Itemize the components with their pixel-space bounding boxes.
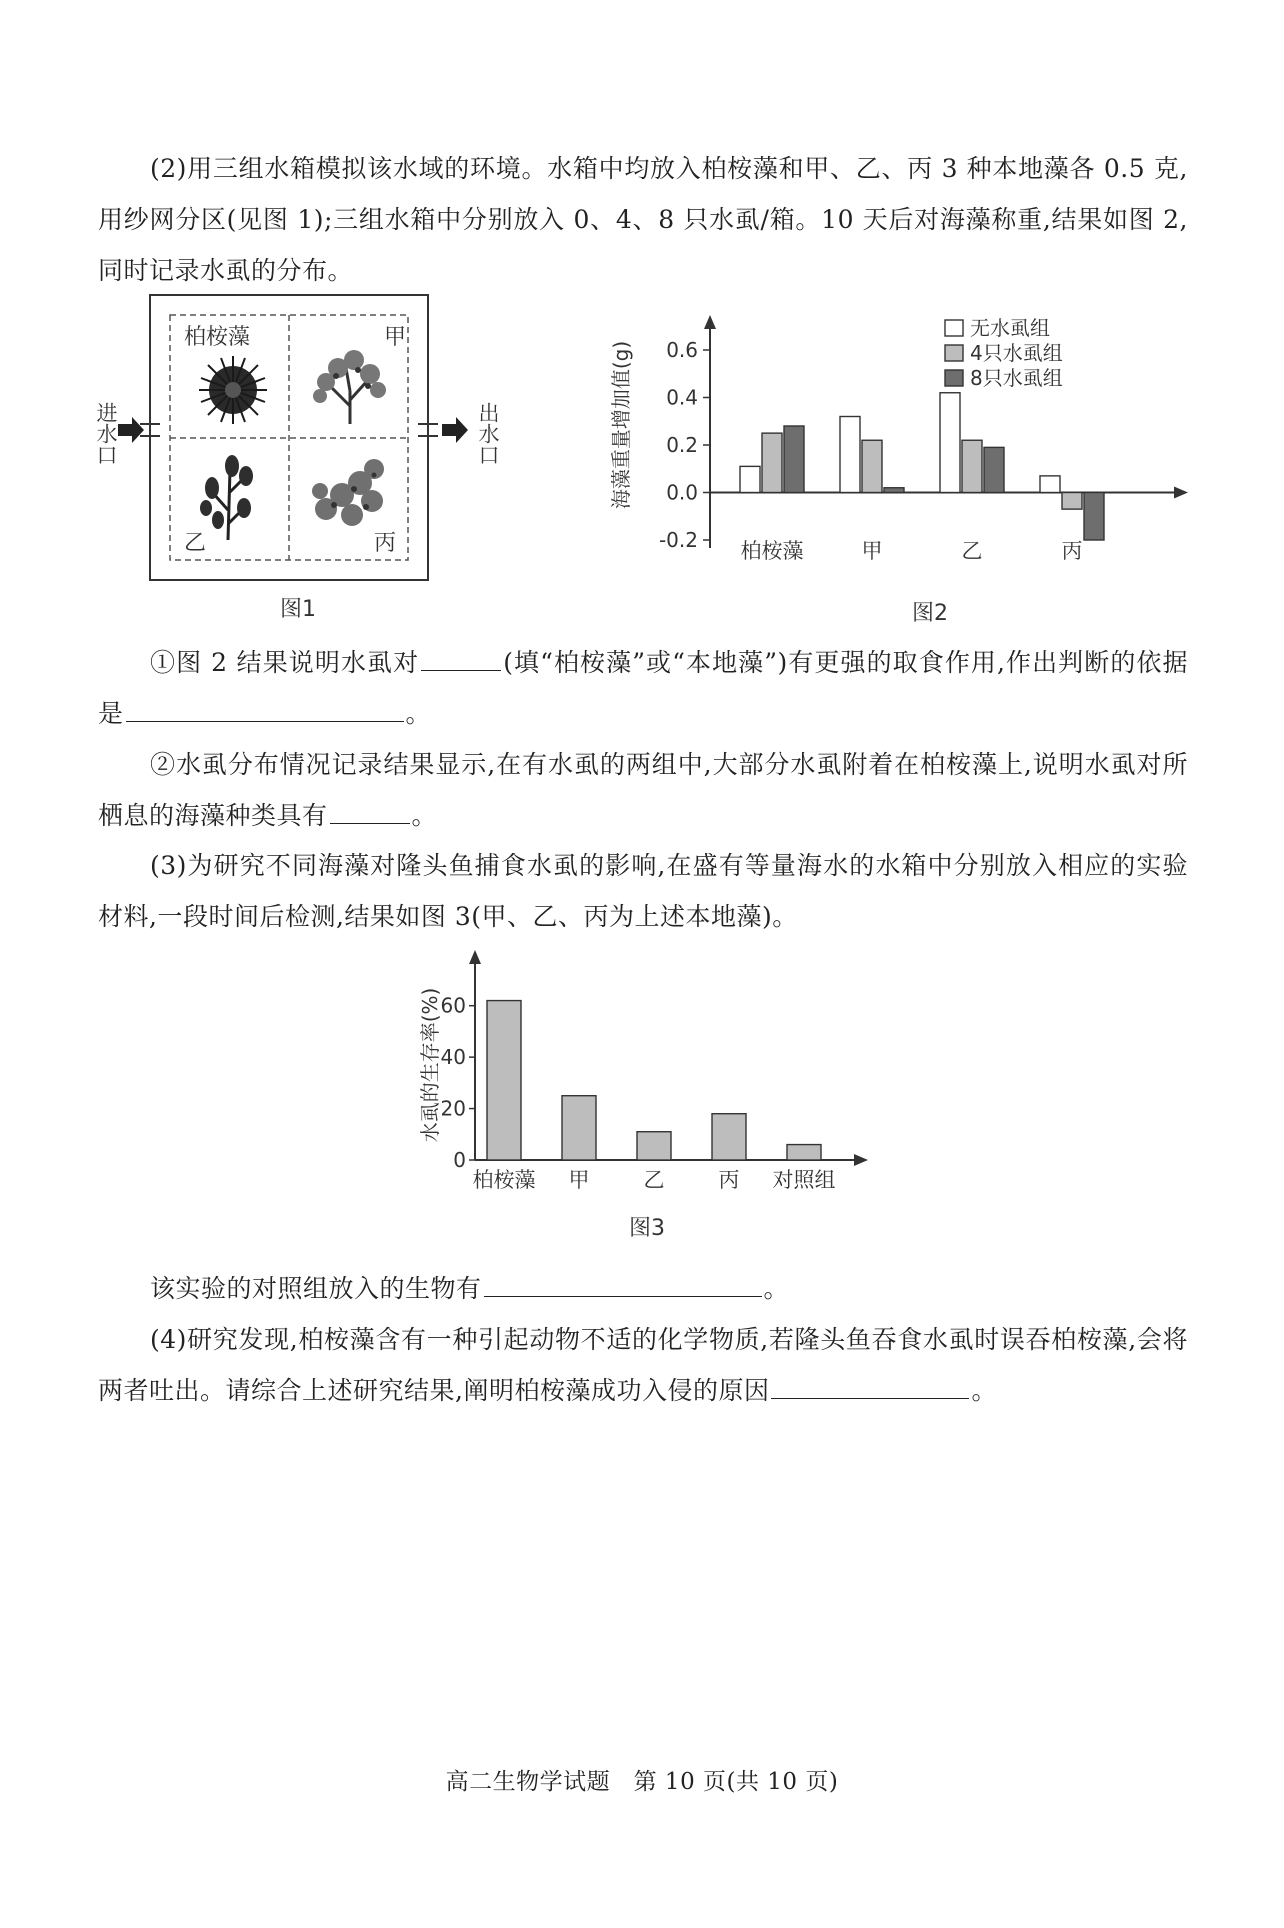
fig2-legend-label: 4只水虱组	[970, 341, 1063, 365]
fig2-legend-swatch	[945, 370, 963, 386]
fig2-bar	[884, 488, 904, 493]
figure-3-chart	[415, 945, 875, 1245]
q3-control	[98, 1263, 1188, 1314]
fig2-bar	[862, 440, 882, 492]
figure-2-chart	[600, 305, 1200, 625]
seaweed-3-icon	[200, 455, 253, 540]
fig3-x-axis-arrow-icon	[854, 1154, 868, 1166]
quadrant-label-2: 甲	[384, 325, 407, 350]
fig2-category-label: 甲	[861, 539, 883, 563]
fig2-bar	[940, 393, 960, 493]
q3-control-text: 该实验的对照组放入的生物有	[150, 1274, 482, 1303]
q4	[98, 1314, 1188, 1416]
fig3-y-tick-label: 0	[453, 1148, 466, 1172]
fig2-legend-label: 8只水虱组	[970, 366, 1063, 390]
fig3-bar	[787, 1145, 821, 1160]
q2-sub2-end: 。	[411, 801, 438, 830]
answer-blank-5[interactable]	[771, 1374, 969, 1399]
fig2-x-axis-arrow-icon	[1174, 487, 1188, 499]
quadrant-label-3: 乙	[184, 531, 207, 556]
fig3-bar	[712, 1114, 746, 1160]
fig2-bar	[840, 417, 860, 493]
fig2-bar	[984, 447, 1004, 492]
fig2-bar	[1084, 493, 1104, 541]
fig2-legend-swatch	[945, 345, 963, 361]
fig3-bar	[562, 1096, 596, 1160]
page-footer: 高二生物学试题 第 10 页(共 10 页)	[445, 1769, 839, 1795]
q2-sub1-text-a: ①图 2 结果说明水虱对	[150, 648, 420, 677]
q2-sub1	[98, 637, 1188, 739]
fig2-bar	[740, 466, 760, 492]
fig3-y-tick-label: 20	[440, 1096, 466, 1121]
seaweed-1-icon	[199, 356, 267, 424]
fig2-y-tick-label: 0.4	[666, 385, 698, 410]
inlet-arrow-icon	[118, 417, 144, 443]
fig2-y-tick-label: -0.2	[658, 528, 698, 552]
fig2-legend-label: 无水虱组	[970, 316, 1050, 340]
fig2-y-tick-label: 0.2	[666, 433, 698, 457]
fig3-y-axis-arrow-icon	[469, 950, 481, 964]
q4-text: (4)研究发现,柏桉藻含有一种引起动物不适的化学物质,若隆头鱼吞食水虱时误吞柏桉藻,会将两者吐出。请综合上述研究结果,阐明柏桉藻成功入侵的原因	[98, 1325, 1188, 1405]
fig2-category-label: 乙	[961, 539, 983, 563]
fig3-category-label: 对照组	[772, 1168, 836, 1192]
figure-3-caption: 图3	[629, 1216, 665, 1241]
fig2-bar	[762, 433, 782, 492]
fig2-bar	[1040, 476, 1060, 493]
q2-sub2-text: ②水虱分布情况记录结果显示,在有水虱的两组中,大部分水虱附着在柏桉藻上,说明水虱对所栖息的海藻种类具有	[98, 750, 1188, 830]
fig2-bar	[1062, 493, 1082, 510]
answer-blank-4[interactable]	[484, 1272, 762, 1297]
seaweed-4-icon	[312, 459, 384, 526]
fig3-category-label: 甲	[568, 1168, 590, 1192]
figure-2-caption: 图2	[912, 601, 948, 625]
fig3-category-label: 丙	[718, 1168, 740, 1192]
answer-blank-1[interactable]	[421, 646, 501, 671]
q2-sub2	[98, 739, 1188, 841]
inlet-label: 进水口	[94, 402, 118, 465]
fig2-category-label: 丙	[1061, 539, 1083, 563]
fig3-bar	[637, 1132, 671, 1160]
fig2-bar	[784, 426, 804, 493]
outlet-arrow-icon	[442, 417, 468, 443]
fig2-category-label: 柏桉藻	[740, 539, 804, 563]
fig3-category-label: 乙	[643, 1168, 665, 1192]
fig2-legend-swatch	[945, 320, 963, 336]
answer-blank-3[interactable]	[330, 799, 410, 824]
fig2-y-tick-label: 0.6	[666, 338, 698, 362]
q3-intro: (3)为研究不同海藻对隆头鱼捕食水虱的影响,在盛有等量海水的水箱中分别放入相应的实验材料,一段时间后检测,结果如图 3(甲、乙、丙为上述本地藻)。	[98, 851, 1188, 931]
outlet-label: 出水口	[476, 402, 500, 465]
quadrant-label-4: 丙	[374, 531, 397, 556]
figure-1-caption: 图1	[280, 597, 316, 620]
seaweed-2-icon	[313, 350, 386, 424]
q2-sub1-end: 。	[405, 699, 432, 728]
fig3-y-axis-label: 水虱的生存率(%)	[418, 987, 442, 1143]
fig2-y-axis-arrow-icon	[704, 315, 716, 329]
quadrant-label-1: 柏桉藻	[184, 325, 251, 350]
q3-control-end: 。	[763, 1274, 790, 1303]
figure-1	[88, 290, 558, 620]
q4-end: 。	[971, 1376, 997, 1405]
answer-blank-2[interactable]	[126, 697, 404, 722]
q2-intro: (2)用三组水箱模拟该水域的环境。水箱中均放入柏桉藻和甲、乙、丙 3 种本地藻各 0.5 克,用纱网分区(见图 1);三组水箱中分别放入 0、4、8 只水虱/箱。10 天后对海藻称重,结果如图 2,同时记录水虱的分布。	[98, 154, 1188, 285]
fig3-y-tick-label: 60	[440, 993, 466, 1018]
fig2-y-axis-label: 海藻重量增加值(g)	[609, 340, 633, 510]
fig2-bar	[962, 440, 982, 492]
q2-sub1-text-b: (填“柏桉藻”或“本地藻”)有更强的取食作用,作出判断的依据是	[98, 648, 1188, 728]
fig3-bar	[487, 1001, 521, 1160]
fig2-y-tick-label: 0.0	[666, 480, 698, 505]
fig3-y-tick-label: 40	[440, 1045, 466, 1070]
fig3-category-label: 柏桉藻	[472, 1168, 536, 1192]
